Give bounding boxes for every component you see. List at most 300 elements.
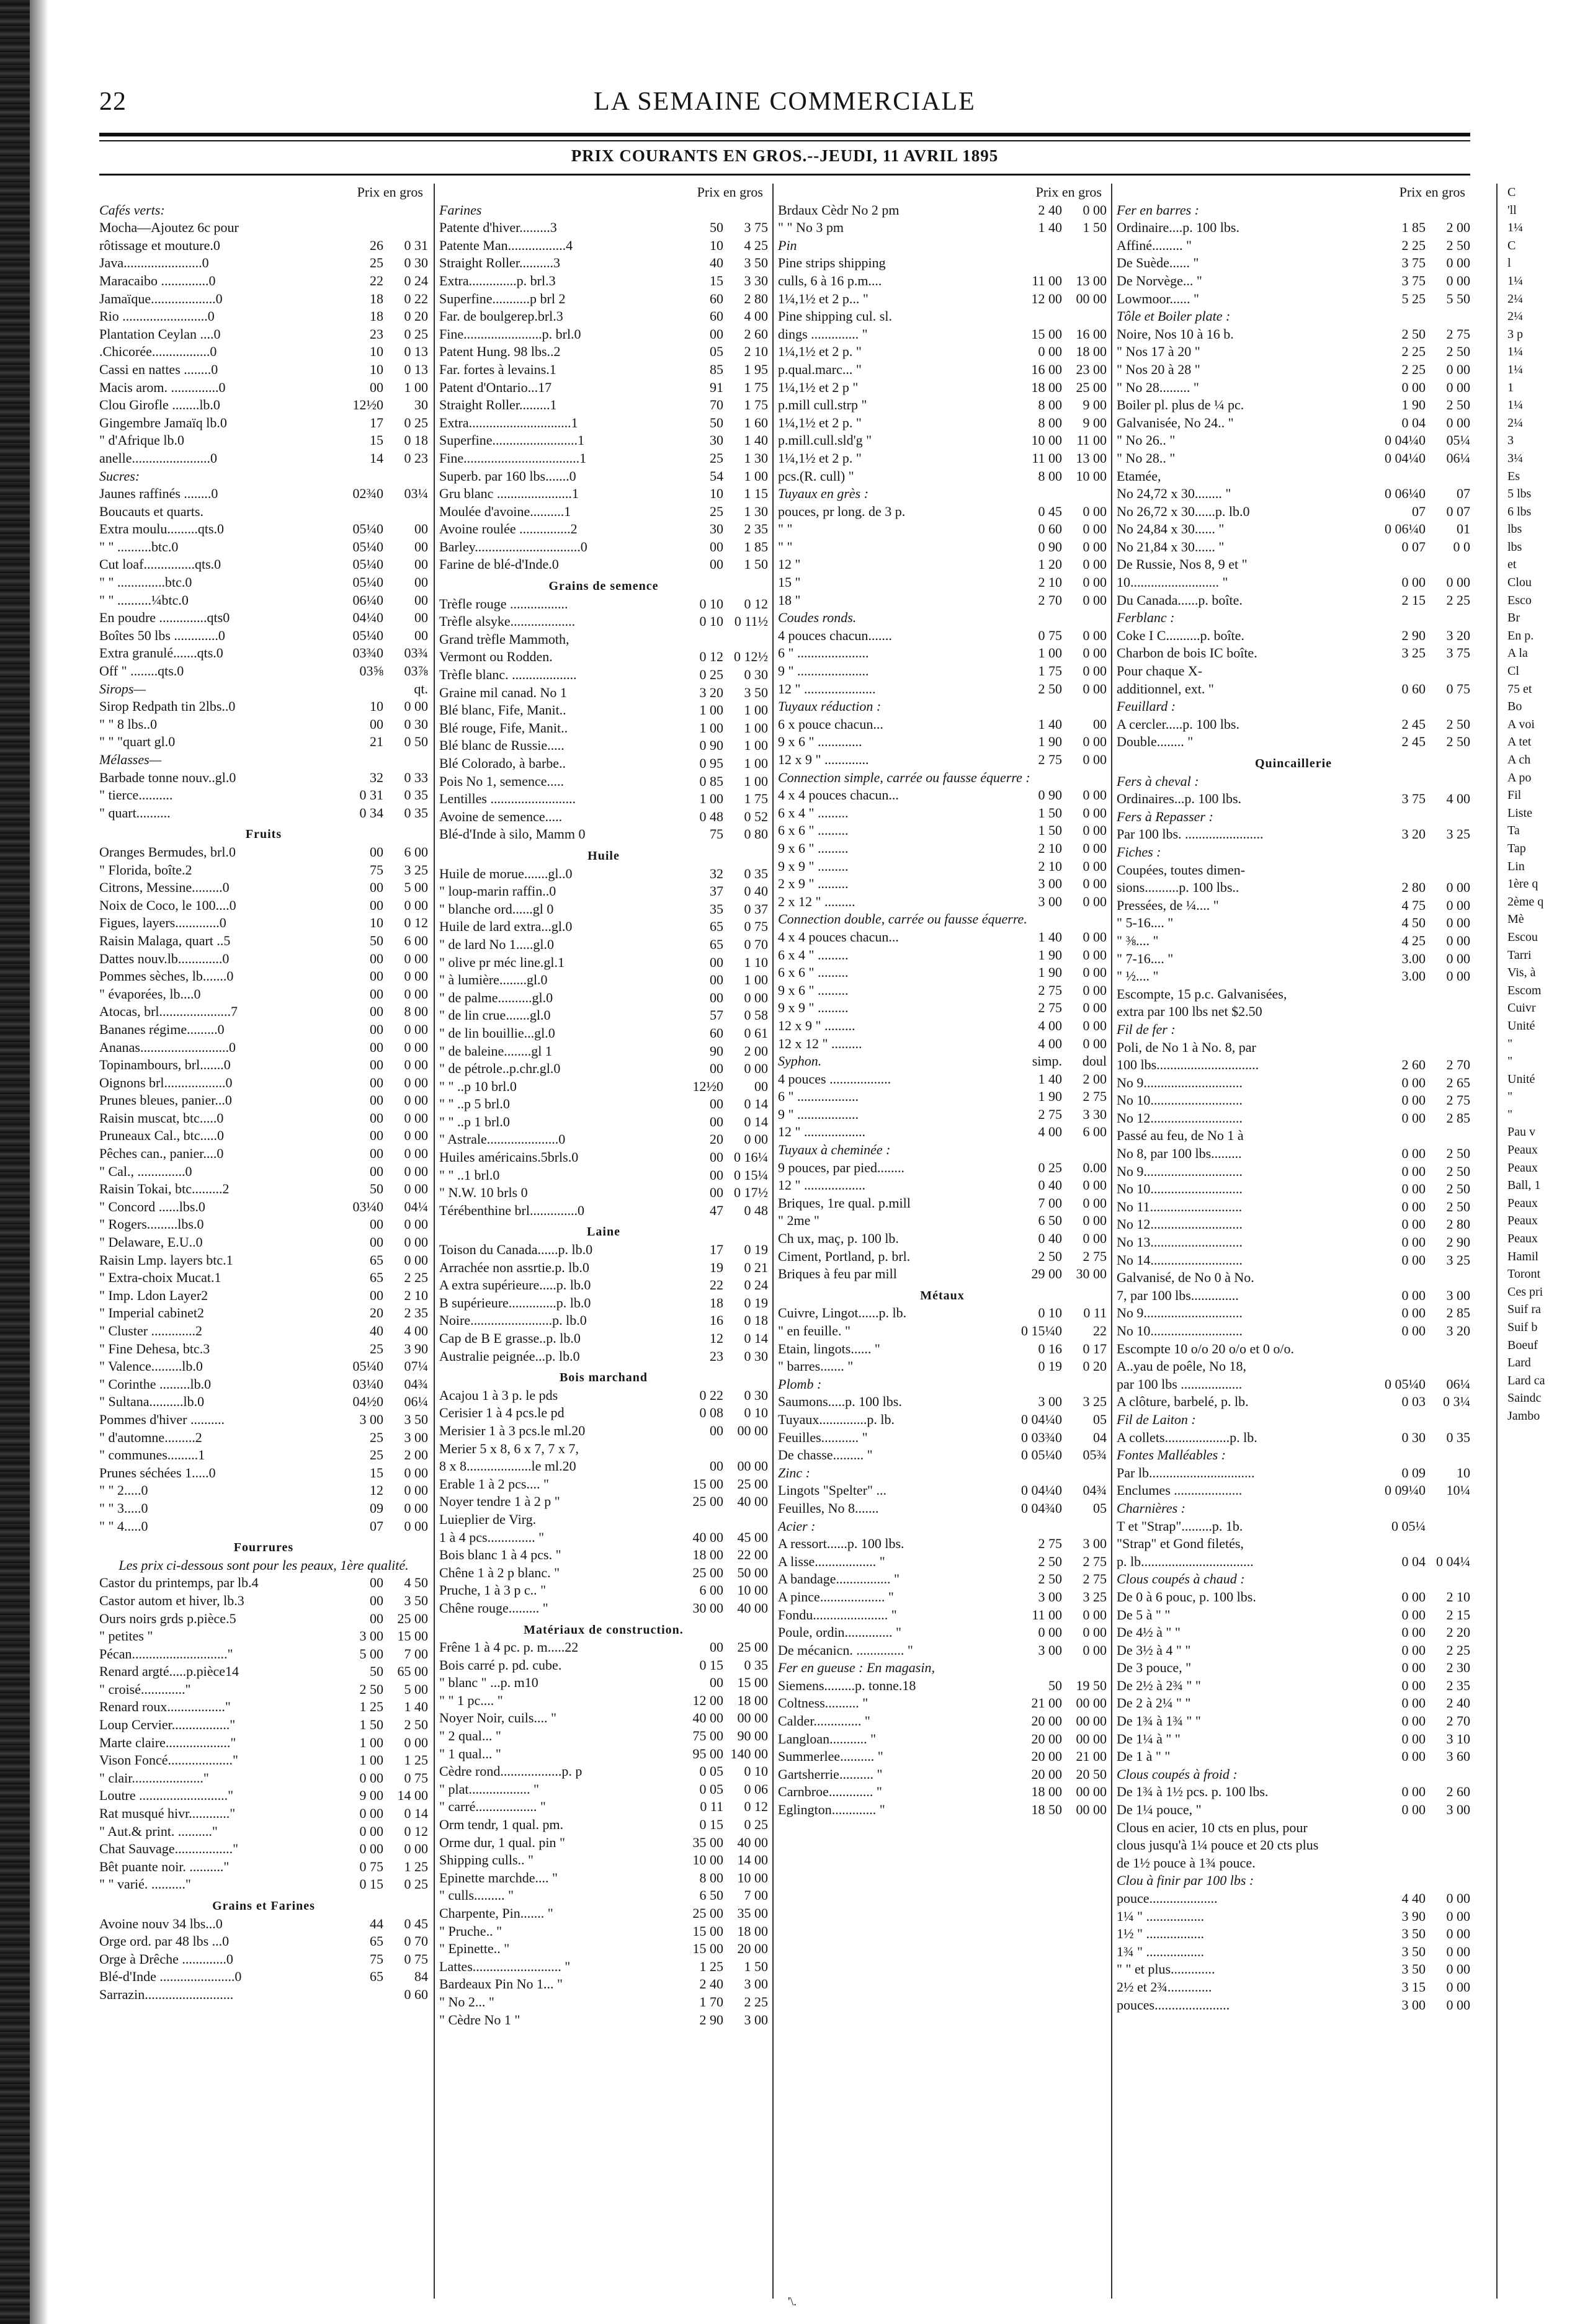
price-low: 00 bbox=[370, 1234, 383, 1250]
item-label: " Valence.........lb.0 bbox=[99, 1358, 203, 1374]
price-high: doul bbox=[1082, 1053, 1107, 1069]
price-high: 0 25 bbox=[404, 1876, 428, 1892]
category-label: Fer en gueuse : En magasin, bbox=[778, 1660, 935, 1676]
price-high: 0 00 bbox=[404, 1482, 428, 1498]
price-row bbox=[1117, 1553, 1470, 1571]
item-label: A lisse.................. " bbox=[778, 1553, 885, 1569]
price-high: 0 00 bbox=[1083, 538, 1107, 554]
item-label: et bbox=[1507, 558, 1517, 572]
price-row bbox=[778, 751, 1107, 769]
price-high: 0 00 bbox=[404, 1128, 428, 1144]
item-label: No 24,72 x 30........ " bbox=[1117, 486, 1231, 502]
price-row bbox=[99, 254, 428, 272]
item-label: p.mill.cull.sld'g " bbox=[778, 432, 872, 448]
price-row bbox=[778, 1177, 1107, 1195]
price-low: 18 bbox=[370, 290, 383, 306]
price-high: 0 00 bbox=[1083, 946, 1107, 963]
price-low: 0 00 bbox=[1401, 1802, 1426, 1818]
item-label: Affiné......... " bbox=[1117, 237, 1192, 253]
price-row bbox=[99, 1234, 428, 1252]
price-row bbox=[99, 1734, 428, 1752]
price-high: 0 00 bbox=[1446, 1926, 1470, 1942]
category-row bbox=[778, 1659, 1107, 1677]
category-row bbox=[1117, 1570, 1470, 1588]
price-low: 0 00 bbox=[1401, 1110, 1426, 1126]
price-low: 20 00 bbox=[1031, 1730, 1062, 1747]
price-low: 00 bbox=[370, 1039, 383, 1055]
price-high: 0 04¼ bbox=[1436, 1553, 1470, 1569]
price-low: 18 50 bbox=[1031, 1802, 1062, 1818]
price-low: 00 bbox=[370, 1146, 383, 1162]
item-label: Langloan........... " bbox=[778, 1730, 877, 1747]
price-row bbox=[778, 1088, 1107, 1106]
price-high: 35 00 bbox=[737, 1905, 768, 1921]
price-row bbox=[778, 928, 1107, 946]
price-low: 07 bbox=[370, 1518, 383, 1534]
item-label: Extra granulé.......qts.0 bbox=[99, 645, 223, 661]
price-low: 1 40 bbox=[1038, 220, 1062, 236]
price-low: 15 bbox=[710, 272, 723, 288]
price-high: 0 00 bbox=[1446, 272, 1470, 288]
price-row bbox=[1507, 769, 1582, 787]
item-label: " " ..............btc.0 bbox=[99, 574, 192, 590]
price-row bbox=[439, 237, 768, 255]
price-low: 10 bbox=[710, 486, 723, 502]
item-label: Graine mil canad. No 1 bbox=[439, 684, 567, 700]
price-row bbox=[778, 1123, 1107, 1141]
price-row bbox=[1117, 1925, 1470, 1943]
price-high: 13 00 bbox=[1076, 450, 1107, 466]
item-label: A cercler.....p. 100 lbs. bbox=[1117, 716, 1239, 732]
item-label: 18 " bbox=[778, 592, 801, 608]
category-label: Connection simple, carrée ou fausse équerre : bbox=[778, 769, 1030, 785]
price-low: 18 bbox=[370, 308, 383, 324]
price-row bbox=[439, 1476, 768, 1494]
price-row bbox=[1117, 432, 1470, 450]
price-row bbox=[439, 538, 768, 556]
price-low: 3 00 bbox=[1038, 876, 1062, 892]
price-row bbox=[99, 503, 428, 521]
price-low: 25 bbox=[370, 1429, 383, 1445]
price-high: 0 23 bbox=[404, 450, 428, 466]
price-low: 32 bbox=[370, 769, 383, 785]
price-high: 2 75 bbox=[1083, 1571, 1107, 1587]
price-low: 25 bbox=[710, 450, 723, 466]
item-label: " bbox=[1507, 1054, 1513, 1069]
price-row bbox=[99, 1411, 428, 1429]
item-label: Grand trèfle Mammoth, bbox=[439, 631, 569, 647]
price-row bbox=[778, 538, 1107, 556]
price-row bbox=[99, 1698, 428, 1716]
item-label: " blanche ord......gl 0 bbox=[439, 901, 554, 917]
item-label: pcs.(R. cull) " bbox=[778, 468, 854, 484]
item-label: No 9............................. bbox=[1117, 1305, 1243, 1321]
price-row bbox=[778, 1340, 1107, 1358]
price-low: 10 bbox=[370, 344, 383, 360]
price-row bbox=[1117, 914, 1470, 932]
item-label: Blé rouge, Fife, Manit.. bbox=[439, 719, 568, 736]
item-label: 1¼,1½ et 2 p... " bbox=[778, 290, 868, 306]
price-low: 65 bbox=[370, 1252, 383, 1268]
item-label: Pau v bbox=[1507, 1125, 1535, 1139]
price-low: 00 bbox=[370, 1057, 383, 1073]
item-label: " " ..........¼btc.0 bbox=[99, 592, 189, 608]
price-low: 0 90 bbox=[699, 737, 723, 754]
price-row bbox=[1117, 1163, 1470, 1181]
price-row bbox=[1507, 1017, 1582, 1035]
price-row bbox=[1507, 414, 1582, 432]
price-row bbox=[99, 1752, 428, 1770]
price-high: 00 00 bbox=[737, 1458, 768, 1474]
price-high: 2 25 bbox=[404, 1270, 428, 1286]
price-low: 60 bbox=[710, 308, 723, 324]
price-high: 00 00 bbox=[1076, 1784, 1107, 1800]
item-label: " olive pr méc line.gl.1 bbox=[439, 954, 565, 970]
price-high: 0 70 bbox=[404, 1933, 428, 1949]
price-row bbox=[1117, 826, 1470, 844]
price-high: 2 80 bbox=[1446, 1216, 1470, 1232]
price-low: 0 00 bbox=[359, 1770, 383, 1786]
price-row bbox=[99, 1145, 428, 1163]
price-low: 2 90 bbox=[1401, 627, 1426, 643]
price-high: 0 24 bbox=[404, 272, 428, 288]
price-high: 0 00 bbox=[404, 986, 428, 1002]
price-row bbox=[778, 468, 1107, 486]
item-label: Epinette marchde.... " bbox=[439, 1869, 558, 1885]
price-high: 40 00 bbox=[737, 1494, 768, 1510]
category-row bbox=[99, 202, 428, 220]
price-row bbox=[1117, 1074, 1470, 1092]
price-row bbox=[778, 1500, 1107, 1518]
price-high: 15 00 bbox=[397, 1628, 428, 1644]
item-label: Coupées, toutes dimen- bbox=[1117, 861, 1246, 878]
price-row bbox=[439, 1259, 768, 1277]
price-high: 0 40 bbox=[744, 883, 768, 899]
item-label: Bo bbox=[1507, 700, 1522, 714]
price-low: 0 00 bbox=[1401, 574, 1426, 590]
price-high: 0 30 bbox=[404, 255, 428, 271]
item-label: Carnbroe............. " bbox=[778, 1784, 882, 1800]
price-high: 0 19 bbox=[744, 1242, 768, 1258]
price-high: 18 00 bbox=[737, 1692, 768, 1708]
price-row bbox=[778, 1035, 1107, 1053]
price-low: 05¼0 bbox=[352, 521, 383, 537]
price-row bbox=[99, 1805, 428, 1823]
price-row bbox=[1117, 1198, 1470, 1216]
price-row bbox=[439, 1241, 768, 1259]
price-high: 0 00 bbox=[404, 1841, 428, 1857]
item-label: " d'Afrique lb.0 bbox=[99, 432, 184, 448]
price-low: 11 00 bbox=[1032, 1606, 1062, 1623]
price-low: 0 10 bbox=[1038, 1305, 1062, 1321]
price-low: 0 04¼0 bbox=[1021, 1411, 1062, 1427]
price-row bbox=[1507, 1337, 1582, 1355]
price-row bbox=[778, 1411, 1107, 1429]
price-row bbox=[439, 1709, 768, 1727]
item-label: " ⅜.... " bbox=[1117, 932, 1159, 948]
item-label: " Sultana..........lb.0 bbox=[99, 1394, 205, 1410]
item-label: No 21,84 x 30...... " bbox=[1117, 538, 1225, 554]
category-label: Tuyaux réduction : bbox=[778, 698, 882, 715]
price-low: 00 bbox=[370, 1004, 383, 1020]
price-high: 0 00 bbox=[404, 1734, 428, 1750]
item-label: Pour chaque X- bbox=[1117, 663, 1203, 679]
item-label: 6 lbs bbox=[1507, 504, 1532, 519]
price-low: 0 48 bbox=[699, 808, 723, 824]
item-label: " quart.......... bbox=[99, 804, 171, 821]
price-row bbox=[439, 1692, 768, 1710]
item-label: No 9............................. bbox=[1117, 1163, 1243, 1179]
price-row bbox=[1507, 254, 1582, 272]
price-high: 65 00 bbox=[397, 1663, 428, 1680]
price-high: 2 30 bbox=[1446, 1660, 1470, 1676]
price-row bbox=[1507, 556, 1582, 574]
item-label: De mécanicn. .............. " bbox=[778, 1642, 913, 1658]
price-high: 5 50 bbox=[1446, 290, 1470, 306]
price-low: 00 bbox=[710, 1167, 723, 1183]
price-high: 3 30 bbox=[1083, 1106, 1107, 1122]
item-label: " barres....... " bbox=[778, 1358, 854, 1374]
price-low: 20 00 bbox=[1031, 1713, 1062, 1729]
header-rule-thin bbox=[99, 140, 1470, 141]
price-high: 0 00 bbox=[1083, 1000, 1107, 1016]
price-row bbox=[439, 450, 768, 468]
price-high: 0 00 bbox=[404, 1074, 428, 1090]
price-high: 00 bbox=[1093, 716, 1107, 732]
price-column-4 bbox=[1117, 184, 1470, 2299]
item-label: De 3 pouce, " bbox=[1117, 1660, 1192, 1676]
price-row bbox=[1117, 1624, 1470, 1642]
price-high: 1 50 bbox=[1083, 220, 1107, 236]
item-label: Escom bbox=[1507, 983, 1542, 997]
price-high: 0 00 bbox=[1083, 964, 1107, 981]
price-low: 50 bbox=[370, 1181, 383, 1197]
price-low: 11 00 bbox=[1032, 272, 1062, 288]
item-label: Pressées, de ¼.... " bbox=[1117, 897, 1219, 913]
price-row bbox=[1507, 520, 1582, 538]
price-row bbox=[99, 1252, 428, 1270]
price-low: 10 bbox=[710, 237, 723, 253]
price-row bbox=[99, 1968, 428, 1986]
price-low: 8 00 bbox=[1038, 468, 1062, 484]
item-label: Arrachée non assrtie.p. lb.0 bbox=[439, 1259, 589, 1275]
column-divider bbox=[434, 184, 435, 2299]
price-high: 0 52 bbox=[744, 808, 768, 824]
price-row bbox=[99, 627, 428, 645]
price-row bbox=[99, 932, 428, 950]
price-low: 29 00 bbox=[1031, 1266, 1062, 1282]
item-label: 75 et bbox=[1507, 682, 1532, 696]
price-low: 03¼0 bbox=[352, 1376, 383, 1392]
item-label: Luieplier de Virg. bbox=[439, 1511, 537, 1527]
price-row bbox=[1117, 1358, 1470, 1376]
price-high: 0 25 bbox=[404, 326, 428, 342]
price-row bbox=[1507, 893, 1582, 911]
price-row bbox=[1117, 1003, 1470, 1021]
price-row bbox=[1507, 928, 1582, 946]
price-low: 00 bbox=[370, 1610, 383, 1626]
price-high: 04¾ bbox=[404, 1376, 428, 1392]
price-low: 0 00 bbox=[1401, 1660, 1426, 1676]
price-low: 0 85 bbox=[699, 773, 723, 789]
item-label: " " ..p 10 brl.0 bbox=[439, 1078, 517, 1094]
price-row bbox=[778, 520, 1107, 538]
price-low: 0 10 bbox=[699, 613, 723, 630]
item-label: Cut loaf...............qts.0 bbox=[99, 556, 221, 572]
price-row bbox=[1117, 1092, 1470, 1110]
price-low: 20 bbox=[370, 1305, 383, 1321]
item-label: Clou Girofle ........lb.0 bbox=[99, 397, 220, 413]
price-row bbox=[1117, 1606, 1470, 1624]
price-row bbox=[778, 1230, 1107, 1248]
price-row bbox=[99, 1610, 428, 1628]
price-low: 00 bbox=[370, 1592, 383, 1608]
price-row bbox=[778, 414, 1107, 432]
item-label: " Aut.& print. .........." bbox=[99, 1823, 218, 1839]
price-low: 50 bbox=[710, 220, 723, 236]
price-row bbox=[778, 964, 1107, 982]
section-heading: Grains de semence bbox=[548, 579, 659, 594]
price-row bbox=[439, 326, 768, 344]
item-label: " Imp. Ldon Layer2 bbox=[99, 1287, 208, 1303]
price-row bbox=[778, 1446, 1107, 1464]
category-row bbox=[778, 485, 1107, 503]
item-label: 9 x 6 " ......... bbox=[778, 982, 849, 998]
price-row bbox=[439, 485, 768, 503]
category-label: Syphon. bbox=[778, 1053, 822, 1069]
price-high: 0 00 bbox=[744, 1131, 768, 1147]
price-row bbox=[1507, 538, 1582, 556]
item-label: 8 x 8...................le ml.20 bbox=[439, 1458, 576, 1474]
price-row bbox=[99, 950, 428, 968]
item-label: de 1½ pouce à 1¾ pouce. bbox=[1117, 1854, 1256, 1871]
page-number: 22 bbox=[99, 87, 127, 116]
price-row bbox=[778, 396, 1107, 414]
price-row bbox=[1117, 1340, 1470, 1358]
price-row bbox=[99, 592, 428, 610]
price-row bbox=[1117, 879, 1470, 897]
price-row bbox=[439, 1131, 768, 1149]
price-row bbox=[778, 1248, 1107, 1266]
price-low: 1 00 bbox=[359, 1734, 383, 1750]
item-label: Bananes régime.........0 bbox=[99, 1021, 225, 1037]
column-divider bbox=[1111, 184, 1112, 2299]
item-label: Briques, 1re qual. p.mill bbox=[778, 1195, 911, 1211]
price-row bbox=[1117, 790, 1470, 808]
price-low: 0 00 bbox=[1401, 1730, 1426, 1747]
dateline-rule bbox=[99, 174, 1470, 176]
price-row bbox=[1117, 1518, 1470, 1536]
price-low: 25 00 bbox=[692, 1564, 723, 1580]
item-label: " " ..1 brl.0 bbox=[439, 1167, 500, 1183]
price-low: 0 45 bbox=[1038, 503, 1062, 519]
item-label: No 10........................... bbox=[1117, 1323, 1243, 1338]
item-label: 2ème q bbox=[1507, 894, 1544, 909]
price-row bbox=[1507, 1301, 1582, 1319]
category-label: Connection double, carrée ou fausse équerre. bbox=[778, 911, 1027, 927]
price-row bbox=[1117, 986, 1470, 1004]
price-low: 12 bbox=[370, 1482, 383, 1498]
item-label: Galvanisé, de No 0 à No. bbox=[1117, 1270, 1254, 1286]
item-label: De 1¾ à 1½ pcs. p. 100 lbs. bbox=[1117, 1784, 1269, 1800]
price-low: 0 08 bbox=[699, 1405, 723, 1421]
price-high: 2 65 bbox=[1446, 1074, 1470, 1090]
item-label: " " ..p 1 brl.0 bbox=[439, 1113, 510, 1129]
price-high: 2 00 bbox=[1083, 1071, 1107, 1087]
item-label: Etamée, bbox=[1117, 468, 1161, 484]
price-low: 0 04¼0 bbox=[1385, 450, 1426, 466]
price-high: 0 00 bbox=[1083, 752, 1107, 767]
price-high: 0 00 bbox=[1083, 1017, 1107, 1033]
price-low: 2 45 bbox=[1401, 716, 1426, 732]
item-label: " 7-16.... " bbox=[1117, 950, 1174, 966]
price-low: 0 00 bbox=[1401, 1146, 1426, 1162]
price-row bbox=[778, 840, 1107, 858]
price-row bbox=[99, 219, 428, 237]
item-label: Atocas, brl.....................7 bbox=[99, 1004, 238, 1020]
price-low: 00 bbox=[370, 1092, 383, 1108]
item-label: 1¼,1½ et 2 p. " bbox=[778, 344, 862, 360]
price-high: 04 bbox=[1093, 1429, 1107, 1445]
price-high: 0 00 bbox=[1446, 950, 1470, 966]
price-low: 00 bbox=[710, 1149, 723, 1165]
category-row bbox=[1117, 1766, 1470, 1784]
price-high: 1 60 bbox=[744, 414, 768, 430]
price-row bbox=[778, 644, 1107, 662]
price-row bbox=[439, 826, 768, 844]
price-low: 00 bbox=[710, 1458, 723, 1474]
price-high: 0 50 bbox=[404, 734, 428, 750]
price-high: 0 35 bbox=[404, 787, 428, 803]
price-row bbox=[1507, 1053, 1582, 1071]
price-row bbox=[1507, 1177, 1582, 1195]
price-low: 0 05¼ bbox=[1391, 1518, 1426, 1534]
price-row bbox=[1117, 1234, 1470, 1252]
price-row bbox=[439, 1511, 768, 1529]
price-low: 0 04¼0 bbox=[1021, 1482, 1062, 1498]
price-low: 1 90 bbox=[1401, 397, 1426, 413]
price-row bbox=[439, 1113, 768, 1131]
price-low: 10 00 bbox=[1031, 432, 1062, 448]
price-high: 90 00 bbox=[737, 1728, 768, 1744]
price-high: 4 00 bbox=[1446, 791, 1470, 807]
price-row bbox=[439, 648, 768, 666]
price-row bbox=[99, 1716, 428, 1734]
price-row bbox=[99, 326, 428, 344]
price-row bbox=[439, 1404, 768, 1422]
item-label: Brdaux Cèdr No 2 pm bbox=[778, 202, 900, 218]
price-row bbox=[1507, 1071, 1582, 1089]
price-row bbox=[1117, 254, 1470, 272]
item-label: Escou bbox=[1507, 930, 1538, 944]
price-high: 20 50 bbox=[1076, 1766, 1107, 1782]
item-label: " Rogers.........lbs.0 bbox=[99, 1216, 204, 1232]
price-high: 3 25 bbox=[1083, 1588, 1107, 1605]
price-column-heading: Prix en gros bbox=[1399, 184, 1465, 200]
price-row bbox=[439, 790, 768, 808]
price-high: 0 75 bbox=[404, 1951, 428, 1967]
price-row bbox=[778, 1322, 1107, 1340]
category-label: Plomb : bbox=[778, 1376, 822, 1392]
price-row bbox=[1117, 1322, 1470, 1340]
price-row bbox=[1117, 1819, 1470, 1837]
price-low: 11 00 bbox=[1032, 450, 1062, 466]
price-row bbox=[99, 986, 428, 1004]
price-row bbox=[439, 556, 768, 574]
item-label: Pommes d'hiver .......... bbox=[99, 1411, 225, 1427]
item-label: anelle.......................0 bbox=[99, 450, 218, 466]
category-label: Fontes Malléables : bbox=[1117, 1447, 1226, 1463]
